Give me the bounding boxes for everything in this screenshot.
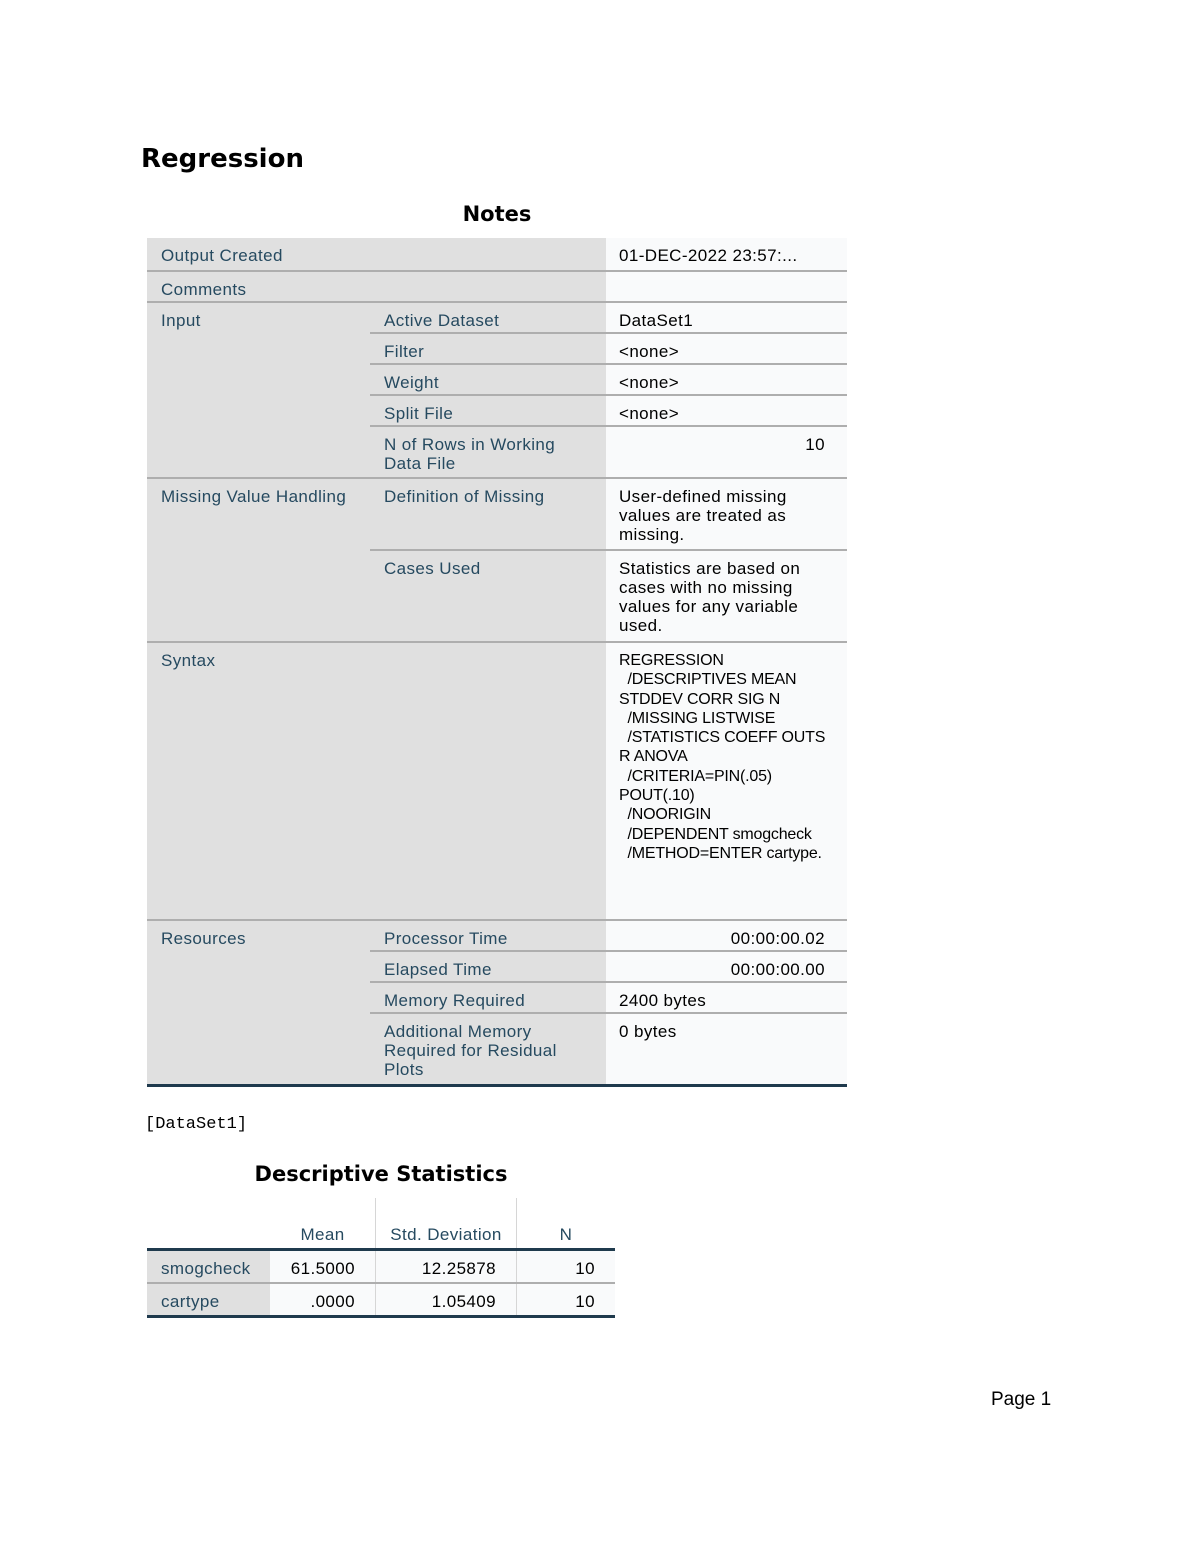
- notes-row: [370, 477, 847, 549]
- notes-value: <none>: [606, 363, 847, 394]
- notes-row: [370, 425, 847, 477]
- notes-sublabel: Definition of Missing: [370, 477, 606, 549]
- page-number: Page 1: [991, 1389, 1052, 1410]
- notes-row: [370, 363, 847, 394]
- notes-group-label: Resources: [147, 919, 370, 1084]
- notes-sublabel: Memory Required: [370, 981, 606, 1012]
- notes-label: Syntax: [147, 641, 606, 919]
- header-corner: [147, 1198, 270, 1248]
- notes-row-output-created: [147, 238, 847, 270]
- notes-value: 2400 bytes: [606, 981, 847, 1012]
- notes-sublabel: N of Rows in Working Data File: [370, 425, 606, 477]
- notes-group-input: [147, 301, 847, 477]
- notes-sublabel: Processor Time: [370, 919, 606, 950]
- descriptive-row: [147, 1248, 615, 1282]
- notes-row: [370, 950, 847, 981]
- header-mean: Mean: [270, 1198, 376, 1248]
- notes-value: DataSet1: [606, 301, 847, 332]
- notes-row: [370, 981, 847, 1012]
- descriptive-row: [147, 1282, 615, 1315]
- notes-row: [370, 919, 847, 950]
- notes-group-resources: [147, 919, 847, 1087]
- notes-row-comments: [147, 270, 847, 301]
- cell-mean: .0000: [270, 1284, 376, 1315]
- notes-label: Comments: [147, 270, 606, 301]
- notes-row: [370, 394, 847, 425]
- notes-group-label: Missing Value Handling: [147, 477, 370, 641]
- notes-table: [147, 238, 847, 1087]
- notes-value: Statistics are based on cases with no missing values for any variable used.: [606, 549, 847, 641]
- notes-value: 00:00:00.02: [606, 919, 847, 950]
- notes-row: [370, 549, 847, 641]
- cell-mean: 61.5000: [270, 1251, 376, 1282]
- notes-sublabel: Active Dataset: [370, 301, 606, 332]
- notes-sublabel: Filter: [370, 332, 606, 363]
- syntax-code: REGRESSION /DESCRIPTIVES MEAN STDDEV CORR SIG N /MISSING LISTWISE /STATISTICS COEFF OUTS R ANOVA /CRITERIA=PIN(.05) POUT(.10) /NOORIGIN /DEPENDENT smogcheck /METHOD=ENTER cartype.: [606, 641, 847, 919]
- row-label: cartype: [147, 1284, 270, 1315]
- notes-value: 00:00:00.00: [606, 950, 847, 981]
- notes-sublabel: Elapsed Time: [370, 950, 606, 981]
- dataset-tag: [DataSet1]: [145, 1115, 248, 1134]
- cell-std-deviation: 12.25878: [376, 1251, 517, 1282]
- notes-sublabel: Split File: [370, 394, 606, 425]
- descriptive-table-title: Descriptive Statistics: [254, 1162, 508, 1186]
- notes-table-title: Notes: [462, 202, 532, 226]
- notes-value: [606, 270, 847, 301]
- notes-value: 0 bytes: [606, 1012, 847, 1084]
- cell-n: 10: [517, 1251, 615, 1282]
- cell-std-deviation: 1.05409: [376, 1284, 517, 1315]
- notes-group-missing: [147, 477, 847, 641]
- header-std-deviation: Std. Deviation: [376, 1198, 517, 1248]
- notes-row: [370, 332, 847, 363]
- notes-value: <none>: [606, 332, 847, 363]
- notes-row: [370, 301, 847, 332]
- notes-sublabel: Weight: [370, 363, 606, 394]
- descriptive-table: [147, 1198, 615, 1318]
- notes-group-label: Input: [147, 301, 370, 477]
- notes-value: User-defined missing values are treated as missing.: [606, 477, 847, 549]
- notes-sublabel: Additional Memory Required for Residual Plots: [370, 1012, 606, 1084]
- notes-value: 01-DEC-2022 23:57:...: [606, 238, 847, 270]
- row-label: smogcheck: [147, 1251, 270, 1282]
- notes-label: Output Created: [147, 238, 606, 270]
- descriptive-header-row: [147, 1198, 615, 1248]
- notes-row-syntax: [147, 641, 847, 919]
- header-n: N: [559, 1225, 573, 1244]
- cell-n: 10: [517, 1284, 615, 1315]
- notes-sublabel: Cases Used: [370, 549, 606, 641]
- section-heading: Regression: [141, 144, 304, 174]
- notes-row: [370, 1012, 847, 1084]
- notes-value: <none>: [606, 394, 847, 425]
- notes-value: 10: [606, 425, 847, 477]
